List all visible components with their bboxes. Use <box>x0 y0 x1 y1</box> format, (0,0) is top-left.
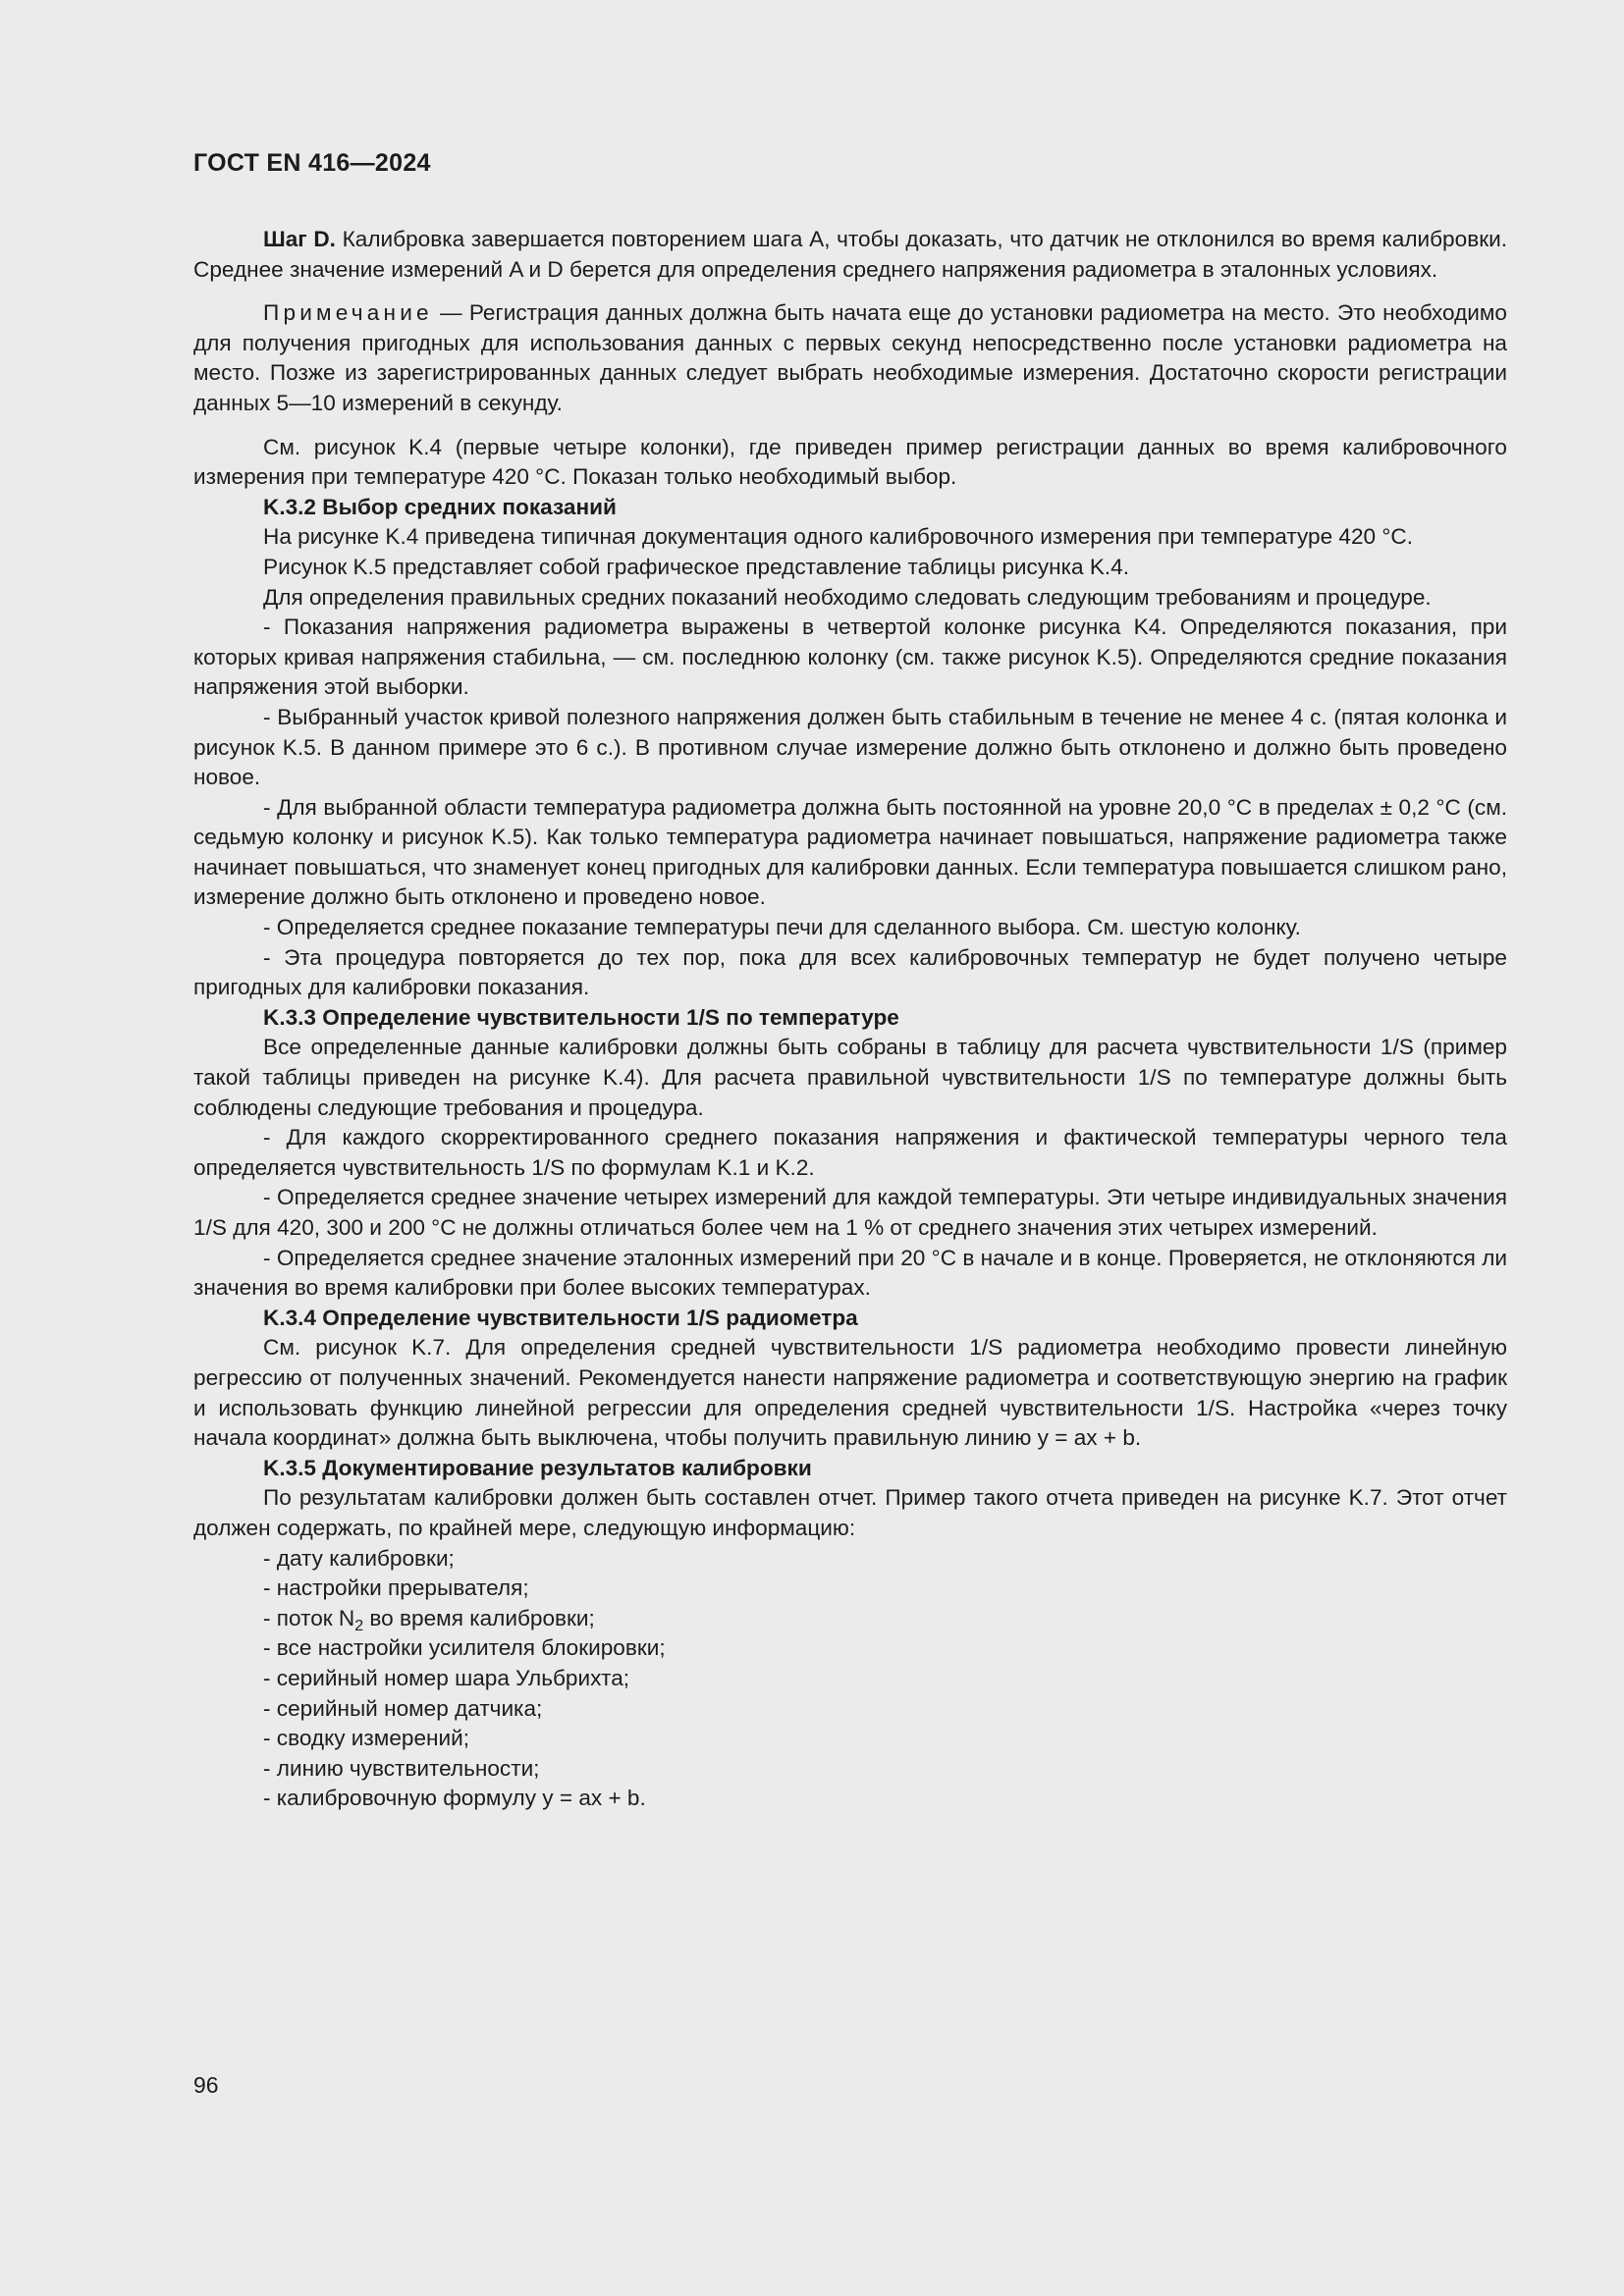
section-heading-k33: K.3.3 Определение чувствительности 1/S по температуре <box>263 1004 899 1030</box>
section-heading-k35: K.3.5 Документирование результатов калибровки <box>263 1455 812 1480</box>
k33-bullet-3: - Определяется среднее значение эталонных измерений при 20 °С в начале и в конце. Проверяется, не отклоняются ли значения во время калибровки при более высоких температурах. <box>193 1245 1507 1301</box>
section-heading-k32: K.3.2 Выбор средних показаний <box>263 494 617 519</box>
step-d-text: Калибровка завершается повторением шага A, чтобы доказать, что датчик не отклонился во время калибровки. Среднее значение измерений A и D берется для определения среднего напряжения радиометра в эталонных условиях. <box>193 227 1507 282</box>
list-item: - сводку измерений; <box>263 1726 470 1751</box>
k33-bullet-1: - Для каждого скорректированного среднего показания напряжения и фактической температуры черного тела определяется чувствительность 1/S по формулам K.1 и K.2. <box>193 1125 1507 1180</box>
intro-paragraph: См. рисунок K.4 (первые четыре колонки), где приведен пример регистрации данных во время калибровочного измерения при температуре 420 °С. Показан только необходимый выбор. <box>193 434 1507 490</box>
list-item-text: во время калибровки; <box>363 1605 595 1630</box>
k34-paragraph-1: См. рисунок K.7. Для определения средней чувствительности 1/S радиометра необходимо провести линейную регрессию от полученных значений. Рекомендуется нанести напряжение радиометра и соответствующую энергию на график и использовать функцию линейной регрессии для определения средней чувствительности 1/S. Настройка «через точку начала координат» должна быть выключена, чтобы получить правильную линию y = ax + b. <box>193 1335 1507 1451</box>
list-item: - серийный номер датчика; <box>263 1695 543 1721</box>
note-lead: Примечание <box>263 300 433 326</box>
k32-bullet-2: - Выбранный участок кривой полезного напряжения должен быть стабильным в течение не менее 4 с. (пятая колонка и рисунок K.5. В данном примере это 6 с.). В противном случае измерение должно быть отклонено и должно быть проведено новое. <box>193 704 1507 790</box>
page-content <box>193 225 1507 1814</box>
k32-bullet-3: - Для выбранной области температура радиометра должна быть постоянной на уровне 20,0 °С в пределах ± 0,2 °С (см. седьмую колонку и рисунок K.5). Как только температура радиометра начинает повышаться, напряжение радиометра также начинает повышаться, что знаменует конец пригодных для калибровки данных. Если температура повышается слишком рано, измерение должно быть отклонено и проведено новое. <box>193 794 1507 910</box>
page-number: 96 <box>193 2072 219 2098</box>
k32-bullet-4: - Определяется среднее показание температуры печи для сделанного выбора. См. шестую колонку. <box>263 915 1301 940</box>
k33-paragraph-1: Все определенные данные калибровки должны быть собраны в таблицу для расчета чувствительности 1/S (пример такой таблицы приведен на рисунке K.4). Для расчета правильной чувствительности 1/S по температуре должны быть соблюдены следующие требования и процедура. <box>193 1035 1507 1120</box>
note-paragraph <box>193 298 1507 418</box>
report-contents-list <box>193 1544 1507 1814</box>
step-d-paragraph <box>193 225 1507 285</box>
section-heading-k34: K.3.4 Определение чувствительности 1/S радиометра <box>263 1305 858 1330</box>
k32-paragraph-3: Для определения правильных средних показаний необходимо следовать следующим требованиям и процедуре. <box>263 584 1432 610</box>
note-text: — Регистрация данных должна быть начата еще до установки радиометра на место. Это необходимо для получения пригодных для использования данных с первых секунд непосредственно после установки радиометра на место. Позже из зарегистрированных данных следует выбрать необходимые измерения. Достаточно скорости регистрации данных 5—10 измерений в секунду. <box>193 300 1507 415</box>
k32-paragraph-2: Рисунок K.5 представляет собой графическое представление таблицы рисунка K.4. <box>263 554 1130 579</box>
k32-bullet-5: - Эта процедура повторяется до тех пор, пока для всех калибровочных температур не будет получено четыре пригодных для калибровки показания. <box>193 944 1507 1000</box>
k33-bullet-2: - Определяется среднее значение четырех измерений для каждой температуры. Эти четыре индивидуальных значения 1/S для 420, 300 и 200 °С не должны отличаться более чем на 1 % от среднего значения этих четырех измерений. <box>193 1185 1507 1240</box>
list-item: - калибровочную формулу y = ax + b. <box>263 1786 646 1811</box>
list-item: - серийный номер шара Ульбрихта; <box>263 1665 630 1690</box>
k32-bullet-1: - Показания напряжения радиометра выражены в четвертой колонке рисунка K4. Определяются показания, при которых кривая напряжения стабильна, — см. последнюю колонку (см. также рисунок K.5). Определяются средние показания напряжения этой выборки. <box>193 614 1507 700</box>
list-item <box>193 1604 1507 1634</box>
k35-paragraph-1: По результатам калибровки должен быть составлен отчет. Пример такого отчета приведен на рисунке K.7. Этот отчет должен содержать, по крайней мере, следующую информацию: <box>193 1485 1507 1540</box>
list-item: - дату калибровки; <box>263 1545 455 1571</box>
list-item: - все настройки усилителя блокировки; <box>263 1635 666 1661</box>
k32-paragraph-1: На рисунке K.4 приведена типичная документация одного калибровочного измерения при температуре 420 °С. <box>263 524 1414 550</box>
subscript-2: 2 <box>354 1617 364 1634</box>
list-item: - линию чувствительности; <box>263 1755 540 1781</box>
list-item-text: - поток N <box>263 1605 355 1630</box>
list-item: - настройки прерывателя; <box>263 1575 529 1601</box>
step-d-lead: Шаг D. <box>263 227 336 251</box>
document-header: ГОСТ EN 416—2024 <box>193 149 431 177</box>
